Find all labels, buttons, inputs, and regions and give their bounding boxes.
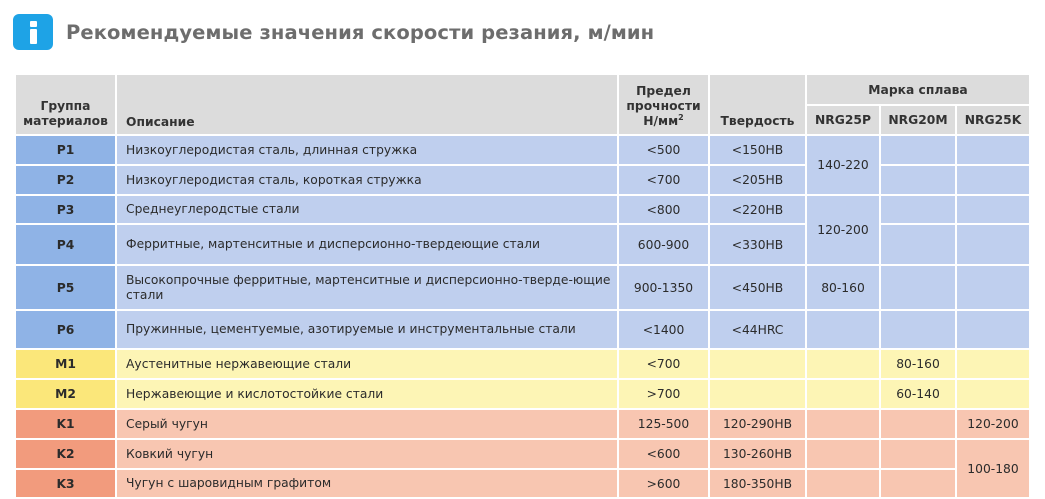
header-alloy-nrg20m: NRG20M [880, 105, 956, 135]
speed-nrg25p-cell [806, 469, 880, 498]
description-cell: Высокопрочные ферритные, мартенситные и дисперсионно-тверде-ющие стали [116, 265, 618, 310]
strength-cell: <700 [618, 349, 709, 379]
speed-nrg25k-cell [956, 349, 1030, 379]
table-row [15, 409, 1030, 439]
group-cell: P4 [15, 224, 116, 265]
strength-cell: 125-500 [618, 409, 709, 439]
description-cell: Нержавеющие и кислотостойкие стали [116, 379, 618, 409]
speed-nrg25p-cell: 80-160 [806, 265, 880, 310]
description-cell: Пружинные, цементуемые, азотируемые и инструментальные стали [116, 310, 618, 349]
speed-nrg25p-cell: 140-220 [806, 135, 880, 195]
group-cell: P3 [15, 195, 116, 224]
hardness-cell [709, 349, 806, 379]
speed-nrg25k-cell: 100-180 [956, 439, 1030, 498]
table-row [15, 439, 1030, 469]
hardness-cell: <220HB [709, 195, 806, 224]
group-cell: P5 [15, 265, 116, 310]
table-row [15, 265, 1030, 310]
description-cell: Ферритные, мартенситные и дисперсионно-твердеющие стали [116, 224, 618, 265]
table-row [15, 349, 1030, 379]
speed-nrg20m-cell: 80-160 [880, 349, 956, 379]
header-alloy-nrg25k: NRG25K [956, 105, 1030, 135]
speed-nrg25p-cell: 120-200 [806, 195, 880, 265]
header-group: Группа материалов [15, 74, 116, 135]
header-alloy: Марка сплава [806, 74, 1030, 105]
header-hardness: Твердость [709, 74, 806, 135]
speed-nrg25k-cell [956, 135, 1030, 165]
page-header [13, 14, 654, 50]
strength-cell: 600-900 [618, 224, 709, 265]
header-description: Описание [116, 74, 618, 135]
header-strength [618, 74, 709, 135]
speed-nrg25k-cell [956, 310, 1030, 349]
cutting-speed-table [14, 73, 1031, 499]
header-strength-sup: 2 [678, 112, 684, 122]
speed-nrg25p-cell [806, 439, 880, 469]
description-cell: Среднеуглеродстые стали [116, 195, 618, 224]
table-row [15, 469, 1030, 498]
speed-nrg25k-cell: 120-200 [956, 409, 1030, 439]
hardness-cell: <450HB [709, 265, 806, 310]
header-alloy-nrg25p: NRG25P [806, 105, 880, 135]
group-cell: P1 [15, 135, 116, 165]
speed-nrg20m-cell [880, 165, 956, 195]
hardness-cell: 130-260HB [709, 439, 806, 469]
description-cell: Серый чугун [116, 409, 618, 439]
speed-nrg20m-cell: 60-140 [880, 379, 956, 409]
info-icon [13, 14, 53, 50]
table-row [15, 379, 1030, 409]
speed-nrg20m-cell [880, 409, 956, 439]
speed-nrg20m-cell [880, 265, 956, 310]
hardness-cell: 120-290HB [709, 409, 806, 439]
strength-cell: 900-1350 [618, 265, 709, 310]
page-title: Рекомендуемые значения скорости резания, м/мин [66, 20, 655, 44]
speed-nrg25k-cell [956, 195, 1030, 224]
hardness-cell: <44HRC [709, 310, 806, 349]
group-cell: K2 [15, 439, 116, 469]
description-cell: Аустенитные нержавеющие стали [116, 349, 618, 379]
speed-nrg25p-cell [806, 409, 880, 439]
group-cell: P2 [15, 165, 116, 195]
speed-nrg25k-cell [956, 265, 1030, 310]
strength-cell: <700 [618, 165, 709, 195]
table-row [15, 195, 1030, 224]
description-cell: Низкоуглеродистая сталь, длинная стружка [116, 135, 618, 165]
speed-nrg20m-cell [880, 195, 956, 224]
group-cell: K1 [15, 409, 116, 439]
group-cell: M2 [15, 379, 116, 409]
group-cell: P6 [15, 310, 116, 349]
table-row [15, 135, 1030, 165]
strength-cell: <500 [618, 135, 709, 165]
speed-nrg25k-cell [956, 379, 1030, 409]
description-cell: Чугун с шаровидным графитом [116, 469, 618, 498]
group-cell: K3 [15, 469, 116, 498]
speed-nrg20m-cell [880, 439, 956, 469]
speed-nrg25p-cell [806, 310, 880, 349]
strength-cell: <600 [618, 439, 709, 469]
hardness-cell: <150HB [709, 135, 806, 165]
speed-nrg25p-cell [806, 379, 880, 409]
description-cell: Ковкий чугун [116, 439, 618, 469]
strength-cell: >700 [618, 379, 709, 409]
speed-nrg20m-cell [880, 469, 956, 498]
hardness-cell: <205HB [709, 165, 806, 195]
table-row [15, 310, 1030, 349]
speed-nrg25p-cell [806, 349, 880, 379]
speed-nrg25k-cell [956, 165, 1030, 195]
hardness-cell [709, 379, 806, 409]
speed-nrg20m-cell [880, 224, 956, 265]
group-cell: M1 [15, 349, 116, 379]
speed-nrg20m-cell [880, 135, 956, 165]
description-cell: Низкоуглеродистая сталь, короткая стружка [116, 165, 618, 195]
speed-nrg25k-cell [956, 224, 1030, 265]
hardness-cell: 180-350HB [709, 469, 806, 498]
strength-cell: >600 [618, 469, 709, 498]
strength-cell: <800 [618, 195, 709, 224]
strength-cell: <1400 [618, 310, 709, 349]
header-strength-label: Предел прочности Н/мм [626, 84, 701, 128]
speed-nrg20m-cell [880, 310, 956, 349]
hardness-cell: <330HB [709, 224, 806, 265]
